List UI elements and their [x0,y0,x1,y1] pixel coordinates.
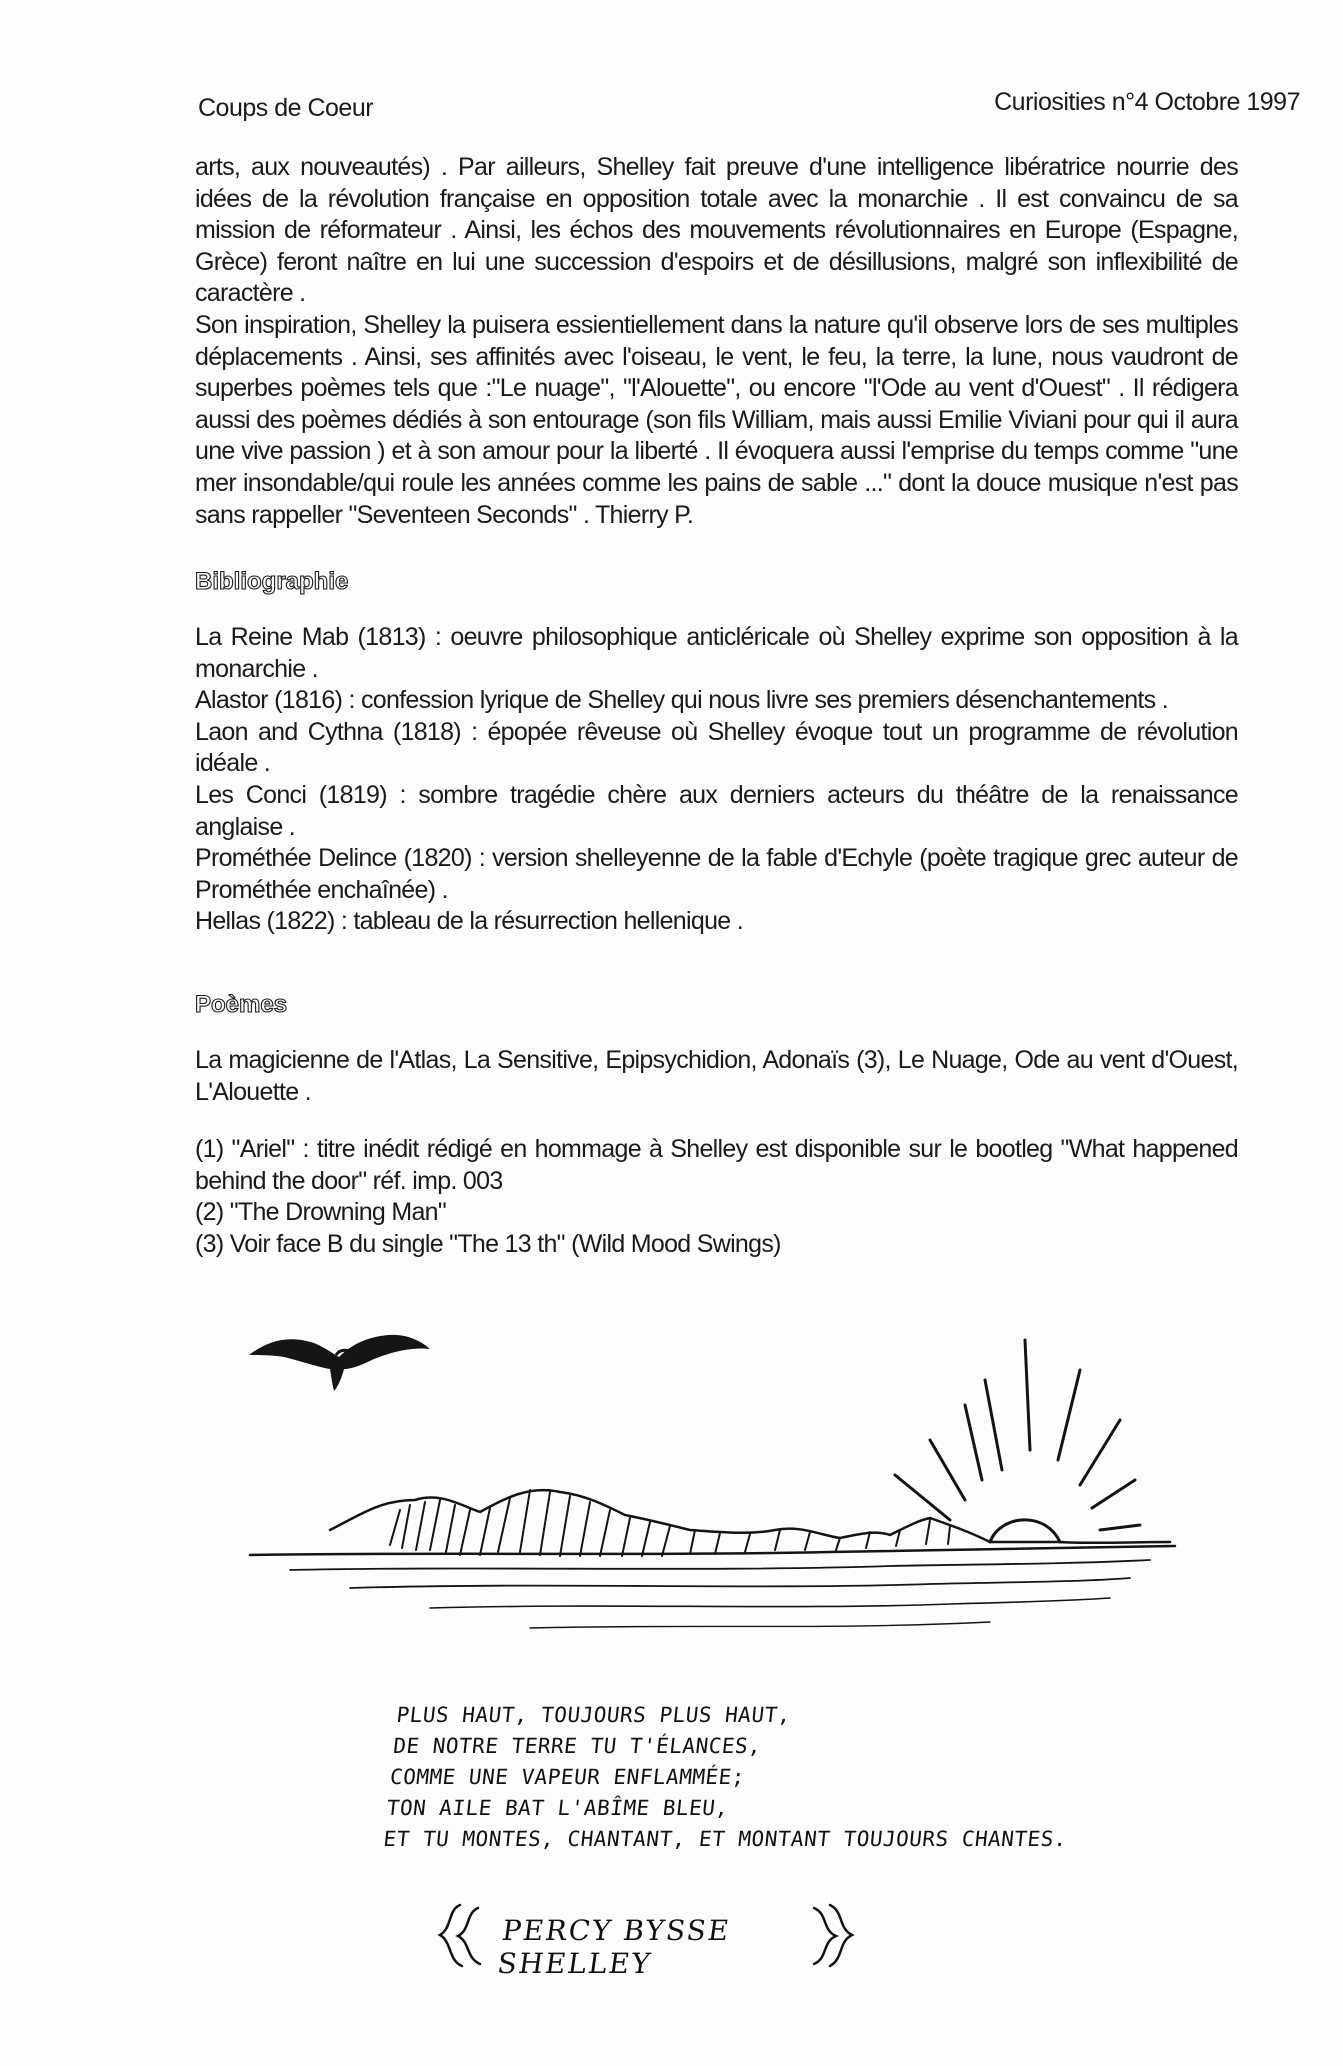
bibliographie-heading: Bibliographie [195,568,349,595]
article-body [195,152,1238,1258]
header-issue-info: Curiosities n°4 Octobre 1997 [994,88,1300,116]
landscape-drawing [230,1320,1190,1650]
poem-line: COMME UNE VAPEUR ENFLAMMÉE; [388,1765,747,1789]
footnotes [195,1134,1238,1260]
biblio-item: Alastor (1816) : confession lyrique de Shelley qui nous livre ses premiers désenchantements . [195,686,1168,715]
signature-name: PERCY BYSSE SHELLEY [495,1914,733,1980]
footnote: (1) "Ariel" : titre inédit rédigé en hommage à Shelley est disponible sur le bootleg "What happened behind the door" réf. imp. 003 [195,1135,1238,1195]
poemes-list: La magicienne de l'Atlas, La Sensitive, Epipsychidion, Adonaïs (3), Le Nuage, Ode au vent d'Ouest, L'Alouette . [195,1046,1238,1106]
intro-paragraph-1: arts, aux nouveautés) . Par ailleurs, Shelley fait preuve d'une intelligence libératrice nourrie des idées de la révolution française en opposition totale avec la monarchie . Il est convaincu de sa mission de réformateur . Ainsi, les échos des mouvements révolutionnaires en Europe (Espagne, Grèce) feront naître en lui une succession d'espoirs et de désillusions, malgré son inflexibilité de caractère . [195,153,1238,308]
biblio-item: Les Conci (1819) : sombre tragédie chère aux derniers acteurs du théâtre de la renaissance anglaise . [195,780,1238,841]
poem-line: PLUS HAUT, TOUJOURS PLUS HAUT, [395,1703,793,1727]
header-section-title: Coups de Coeur [198,94,374,122]
page-header [198,88,1300,128]
handwritten-poem [382,1700,1098,1855]
footnote: (2) "The Drowning Man" [195,1198,447,1227]
poem-line: TON AILE BAT L'ABÎME BLEU, [385,1796,730,1820]
poemes-heading: Poèmes [195,991,288,1018]
footnote: (3) Voir face B du single "The 13 th" (Wild Mood Swings) [195,1229,781,1258]
poem-line: DE NOTRE TERRE TU T'ÉLANCES, [392,1734,763,1758]
biblio-item: La Reine Mab (1813) : oeuvre philosophique anticléricale où Shelley exprime son opposition à la monarchie . [195,623,1238,683]
poem-signature [430,1900,890,1980]
bibliographie-list [195,622,1238,938]
biblio-item: Prométhée Delince (1820) : version shelleyenne de la fable d'Echyle (poète tragique grec auteur de Prométhée enchaînée) . [195,844,1238,904]
biblio-item: Laon and Cythna (1818) : épopée rêveuse où Shelley évoque tout un programme de révolution idéale . [195,717,1238,778]
intro-paragraph-2: Son inspiration, Shelley la puisera essientiellement dans la nature qu'il observe lors de ses multiples déplacements . Ainsi, ses affinités avec l'oiseau, le vent, le feu, la terre, la lune, nous vaudront de superbes poèmes tels que :"Le nuage", "l'Alouette", ou encore "l'Ode au vent d'Ouest" . Il rédigera aussi des poèmes dédiés à son entourage (son fils William, mais aussi Emilie Viviani pour qui il aura une vive passion ) et à son amour pour la liberté . Il évoquera aussi l'emprise du temps comme "une mer insondable/qui roule les années comme les pains de sable ..." dont la douce musique n'est pas sans rappeller "Seventeen Seconds" . Thierry P. [195,310,1238,529]
biblio-item: Hellas (1822) : tableau de la résurrection hellenique . [195,907,743,936]
poem-line: ET TU MONTES, CHANTANT, ET MONTANT TOUJOURS CHANTES. [382,1827,1069,1851]
